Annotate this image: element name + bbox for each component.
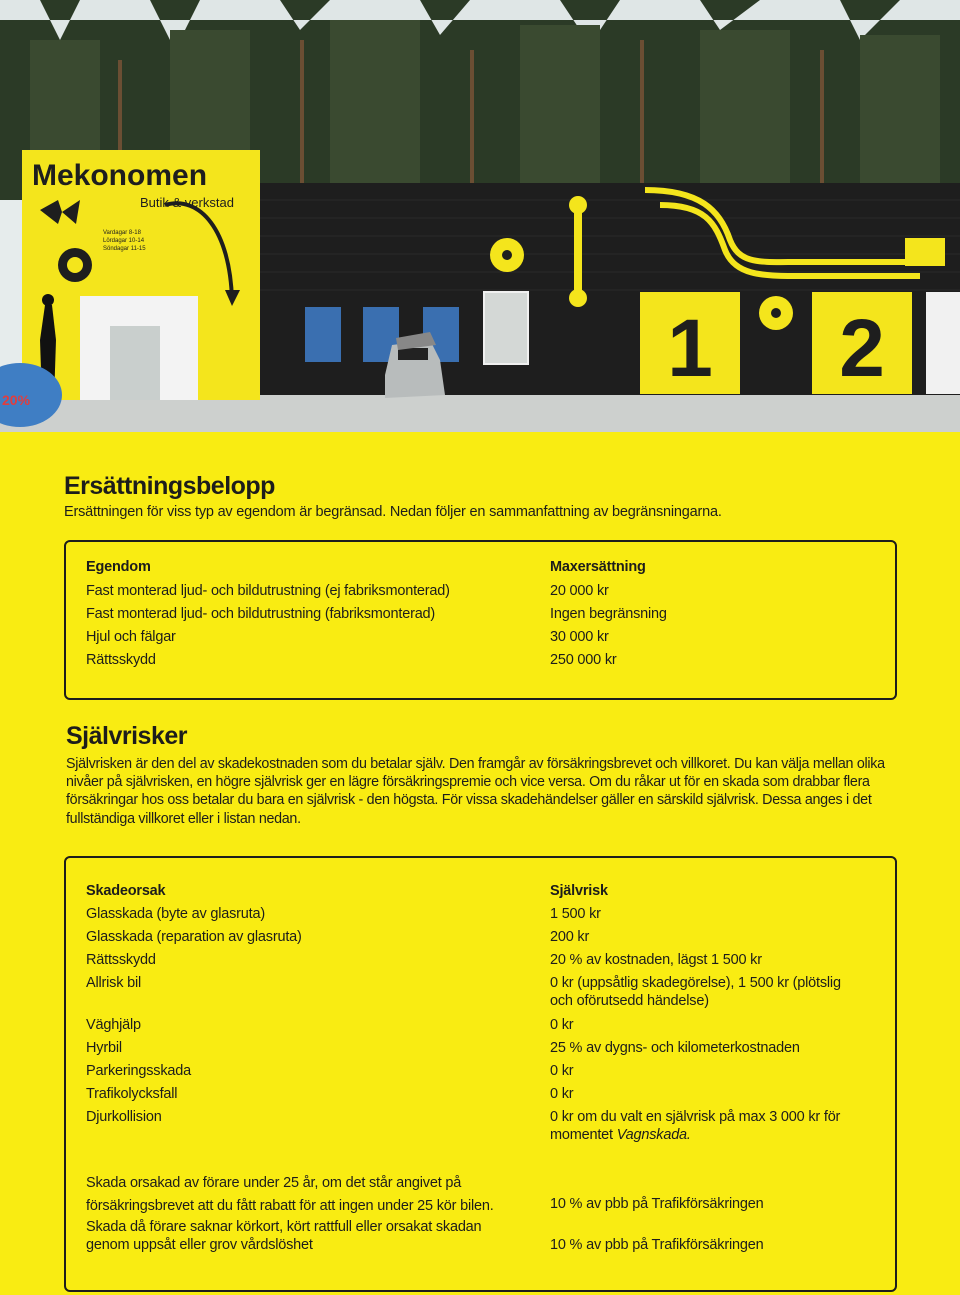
coverage-row-property: Rättsskydd bbox=[86, 652, 156, 668]
deductible-row-cause: Allrisk bil bbox=[86, 975, 141, 991]
coverage-header-property: Egendom bbox=[86, 559, 151, 575]
deductible-extra-amount: 10 % av pbb på Trafikförsäkringen bbox=[550, 1237, 764, 1253]
deductible-row-amount: 200 kr bbox=[550, 929, 590, 945]
deductible-row-cause: Väghjälp bbox=[86, 1017, 141, 1033]
svg-text:Butik & verkstad: Butik & verkstad bbox=[140, 195, 234, 210]
svg-text:1: 1 bbox=[667, 303, 713, 394]
svg-text:20%: 20% bbox=[2, 392, 31, 408]
deductible-header-amount: Självrisk bbox=[550, 883, 608, 899]
coverage-intro: Ersättningen för viss typ av egendom är begränsad. Nedan följer en sammanfattning av begränsningarna. bbox=[64, 504, 722, 520]
coverage-title: Ersättningsbelopp bbox=[64, 472, 275, 500]
deductible-extra-amount: 10 % av pbb på Trafikförsäkringen bbox=[550, 1196, 764, 1212]
deductible-row-cause: Rättsskydd bbox=[86, 952, 156, 968]
deductible-row-cause: Glasskada (reparation av glasruta) bbox=[86, 929, 302, 945]
deductible-row-amount: 0 kr bbox=[550, 1086, 574, 1102]
coverage-row-max: 250 000 kr bbox=[550, 652, 617, 668]
deductible-row-amount: 25 % av dygns- och kilometerkostnaden bbox=[550, 1040, 800, 1056]
deductible-row-cause: Parkeringsskada bbox=[86, 1063, 191, 1079]
coverage-row-max: 20 000 kr bbox=[550, 583, 609, 599]
deductible-extra-cause: Skada då förare saknar körkort, kört rattfull eller orsakat skadan genom uppsåt eller grov vårdslöshet bbox=[86, 1219, 482, 1253]
deductible-row-cause: Djurkollision bbox=[86, 1109, 162, 1125]
coverage-row-property: Hjul och fälgar bbox=[86, 629, 176, 645]
storefront-photo bbox=[0, 0, 960, 432]
wheel-wall-icon bbox=[490, 238, 524, 272]
svg-text:2: 2 bbox=[839, 303, 885, 394]
deductible-row-amount: 1 500 kr bbox=[550, 906, 601, 922]
svg-text:Vardagar 8-18: Vardagar 8-18 bbox=[103, 230, 141, 236]
deductible-row-cause: Trafikolycksfall bbox=[86, 1086, 178, 1102]
deductible-row-amount bbox=[550, 1108, 875, 1144]
coverage-row-max: 30 000 kr bbox=[550, 629, 609, 645]
wheel-wall-icon-2 bbox=[759, 296, 793, 330]
deductible-row-amount-text: 0 kr om du valt en självrisk på max 3 000 kr för momentet bbox=[550, 1109, 841, 1143]
svg-text:Lördagar 10-14: Lördagar 10-14 bbox=[103, 238, 145, 244]
coverage-row-property: Fast monterad ljud- och bildutrustning (ej fabriksmonterad) bbox=[86, 583, 450, 599]
deductible-title: Självrisker bbox=[66, 722, 187, 750]
coverage-header-max: Maxersättning bbox=[550, 559, 646, 575]
deductible-row-amount-italic: Vagnskada. bbox=[616, 1127, 691, 1143]
deductible-header-cause: Skadeorsak bbox=[86, 883, 166, 899]
coverage-row-max: Ingen begränsning bbox=[550, 606, 667, 622]
svg-text:Söndagar 11-15: Söndagar 11-15 bbox=[103, 246, 146, 252]
deductible-row-amount: 20 % av kostnaden, lägst 1 500 kr bbox=[550, 952, 762, 968]
coverage-row-property: Fast monterad ljud- och bildutrustning (fabriksmonterad) bbox=[86, 606, 436, 622]
deductible-row-amount: 0 kr (uppsåtlig skadegörelse), 1 500 kr (plötslig och oförutsedd händelse) bbox=[550, 975, 841, 1009]
deductible-paragraph: Självrisken är den del av skadekostnaden som du betalar själv. Den framgår av försäkringsbrevet och villkoret. Du kan välja mellan olika nivåer på självrisken, en högre självrisk ger en lägre försäkringspremie och vice versa. Om du råkar ut för en skada som drabbar flera försäkringar hos oss betalar du bara en självrisk - den högsta. För vissa skadehändelser gäller en särskild självrisk. Dessa anges i det fullständiga villkoret eller i listan nedan. bbox=[66, 756, 885, 827]
deductible-row-cause: Hyrbil bbox=[86, 1040, 122, 1056]
svg-text:Mekonomen: Mekonomen bbox=[32, 159, 208, 192]
deductible-extra-cause: Skada orsakad av förare under 25 år, om det står angivet på försäkringsbrevet att du fått rabatt för att ingen under 25 kör bilen. bbox=[86, 1175, 494, 1214]
deductible-row-amount: 0 kr bbox=[550, 1063, 574, 1079]
deductible-row-cause: Glasskada (byte av glasruta) bbox=[86, 906, 265, 922]
deductible-row-amount: 0 kr bbox=[550, 1017, 574, 1033]
